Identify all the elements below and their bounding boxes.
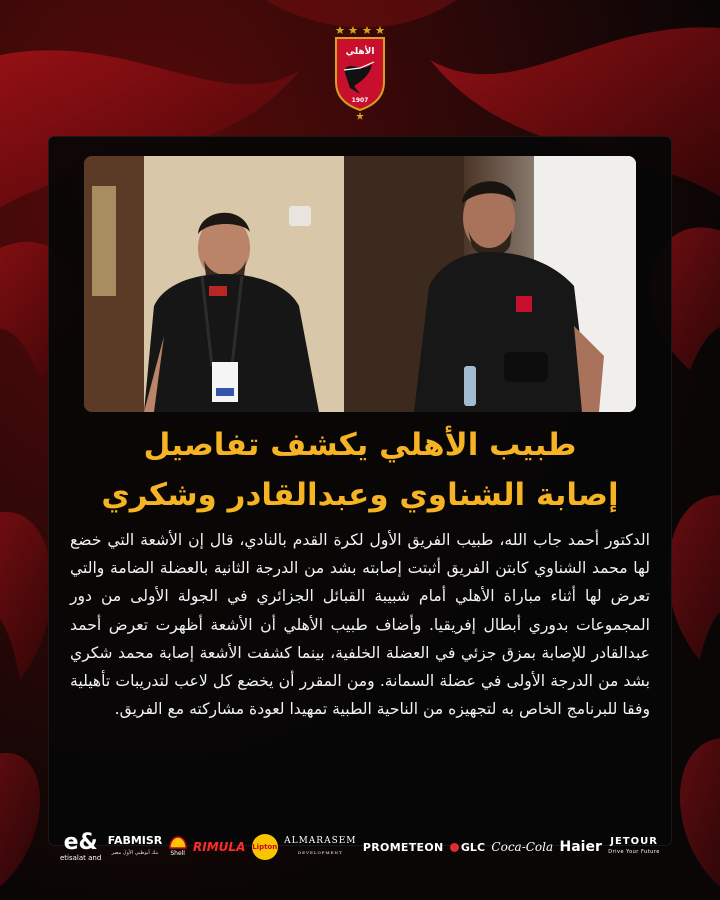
club-crest-logo	[330, 24, 390, 120]
sponsor-fabmisr-logo	[108, 835, 163, 859]
fabmisr-sub: بنك أبوظبي الأول مصر	[111, 850, 159, 856]
headline-line-1: طبيب الأهلي يكشف تفاصيل	[143, 427, 577, 463]
sponsor-cocacola-logo: Coca-Cola	[491, 840, 554, 854]
shell-label: Shell	[170, 850, 185, 857]
sponsor-jetour-logo	[608, 836, 660, 858]
crest-text-bottom: 1907	[351, 97, 369, 104]
article-photo	[84, 156, 636, 412]
sponsor-shell-logo	[169, 836, 187, 858]
sponsor-lipton-logo: Lipton	[252, 834, 278, 860]
etisalat-label: etisalat and	[60, 853, 102, 862]
sponsor-glc-logo	[450, 841, 485, 854]
sponsor-almarasem-logo	[284, 836, 356, 858]
headline-line-2: إصابة الشناوي وعبدالقادر وشكري	[101, 477, 619, 513]
jetour-sub: Drive Your Future	[608, 849, 660, 855]
sponsor-rimula-logo: RIMULA	[193, 840, 246, 854]
shell-icon	[169, 836, 187, 850]
crest-stars	[336, 26, 385, 34]
glc-dot-icon	[450, 843, 459, 852]
sponsor-haier-logo: Haier	[559, 839, 602, 855]
sponsors-strip	[60, 822, 660, 872]
glc-label: GLC	[460, 840, 486, 854]
sponsor-prometeon-logo: PROMETEON	[362, 840, 444, 854]
article-headline	[60, 420, 660, 520]
crest-text-top: الأهلي	[345, 47, 375, 57]
sponsor-etisalat-logo	[60, 829, 102, 863]
almarasem-label: ALMARASEM	[284, 836, 357, 846]
almarasem-sub: DEVELOPMENT	[297, 850, 343, 855]
article-body: الدكتور أحمد جاب الله، طبيب الفريق الأول لكرة القدم بالنادي، قال إن الأشعة التي خضع لها محمد الشناوي كابتن الفريق أثبتت إصابته بشد من الدرجة الثانية بالعضلة الضامة والتي تعرض لها أثناء مباراة الأهلي أمام شبيبة القبائل الجزائري في الجولة الأولى من دور المجموعات بدوري أبطال إفريقيا. وأضاف طبيب الأهلي أن الأشعة أظهرت تعرض أحمد عبدالقادر للإصابة بمزق جزئي في العضلة الخلفية، بينما كشفت الأشعة إصابة محمد شكري بشد من الدرجة الأولى في عضلة السمانة. ومن المقرر أن يخضع كل لاعب لتدريبات تأهيلية وفقا للبرنامج الخاص به لتجهيزه من الناحية الطبية تمهيدا لعودة مشاركته مع الفريق.	[70, 531, 650, 719]
jetour-label: JETOUR	[610, 836, 658, 847]
etisalat-mark: e&	[63, 829, 98, 855]
fabmisr-label: FABMISR	[107, 834, 163, 847]
